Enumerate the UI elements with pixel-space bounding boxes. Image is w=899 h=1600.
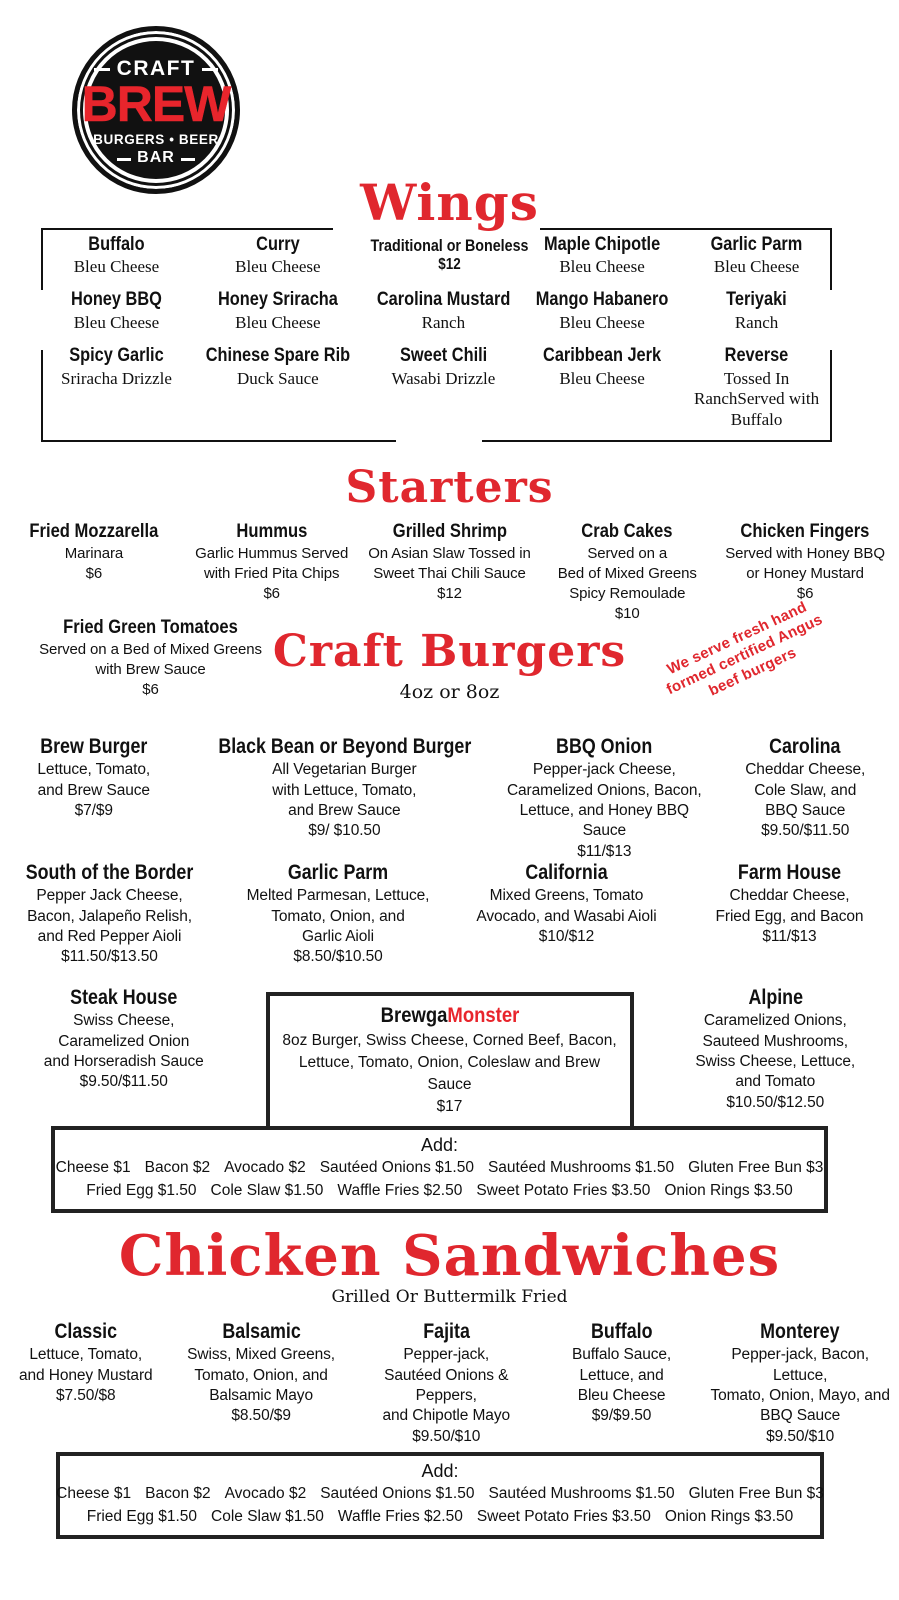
desc-line: $10.50/$12.50 bbox=[726, 1093, 825, 1111]
burger-item bbox=[711, 735, 899, 862]
desc-line: Balsamic Mayo bbox=[209, 1387, 313, 1404]
item-desc bbox=[505, 760, 703, 862]
desc-line: and Brew Sauce bbox=[37, 781, 150, 799]
desc-line: Duck Sauce bbox=[237, 368, 319, 388]
add-on-item: Sautéed Mushrooms $1.50 bbox=[487, 1159, 675, 1177]
desc-line: Tossed In Ranch bbox=[693, 368, 790, 409]
desc-line: Wasabi Drizzle bbox=[391, 368, 496, 388]
add-on-item: Cole Slaw $1.50 bbox=[210, 1181, 324, 1199]
desc-line: Swiss Cheese, Lettuce, bbox=[695, 1053, 856, 1070]
burger-item bbox=[0, 861, 219, 968]
item-name: Monterey bbox=[760, 1320, 840, 1343]
item-desc bbox=[43, 313, 190, 334]
desc-line: Cheddar Cheese, bbox=[745, 761, 866, 779]
angus-beef-stamp: We serve fresh hand formed certified Angus beef burgers bbox=[663, 598, 826, 700]
add-ons-line-2 bbox=[55, 1180, 824, 1202]
desc-line: Sautéed Onions & Peppers, bbox=[384, 1366, 509, 1404]
add-on-item: Cole Slaw $1.50 bbox=[211, 1507, 324, 1525]
item-desc bbox=[656, 1011, 896, 1113]
desc-line: Bleu Cheese bbox=[235, 312, 321, 332]
desc-line: Bleu Cheese bbox=[559, 368, 645, 388]
item-desc bbox=[709, 1345, 891, 1447]
desc-line: Swiss Cheese, bbox=[73, 1012, 175, 1030]
item-name: Fajita bbox=[422, 1320, 470, 1343]
item-desc bbox=[194, 313, 362, 334]
item-desc bbox=[227, 886, 449, 968]
add-ons-line-1 bbox=[55, 1157, 824, 1179]
desc-line: with Brew Sauce bbox=[95, 661, 206, 679]
wings-section-title: Wings bbox=[360, 173, 539, 232]
item-desc bbox=[461, 886, 672, 947]
item-name: Chinese Spare Rib bbox=[205, 345, 351, 367]
item-desc bbox=[4, 1011, 244, 1093]
desc-line: $7.50/$8 bbox=[55, 1387, 116, 1404]
burger-item bbox=[457, 861, 676, 968]
add-on-item: Bacon $2 bbox=[144, 1159, 211, 1177]
item-desc bbox=[4, 760, 184, 821]
desc-line: with Lettuce, Tomato, bbox=[272, 781, 417, 799]
desc-line: Sauteed Mushrooms, bbox=[702, 1032, 849, 1050]
starter-item bbox=[362, 521, 538, 624]
brewga-monster-title bbox=[300, 1004, 599, 1027]
desc-line: Tomato, Onion, and bbox=[271, 907, 405, 925]
chicken-item bbox=[705, 1320, 895, 1447]
add-ons-line-2 bbox=[60, 1506, 820, 1528]
item-name: Honey Sriracha bbox=[217, 289, 338, 311]
desc-line: and Brew Sauce bbox=[288, 802, 401, 819]
item-desc bbox=[683, 369, 830, 431]
desc-line: Lettuce, Tomato, bbox=[29, 1346, 143, 1364]
wings-item bbox=[523, 234, 681, 278]
desc-line: Bleu Cheese bbox=[713, 257, 800, 277]
item-desc bbox=[174, 1345, 349, 1427]
add-on-item: Sautéed Onions $1.50 bbox=[320, 1485, 475, 1503]
item-name: Mango Habanero bbox=[535, 289, 669, 311]
desc-line: $9.50/$10 bbox=[766, 1427, 835, 1445]
item-name: Fried Mozzarella bbox=[29, 520, 159, 542]
desc-line: Sweet Thai Chili Sauce bbox=[373, 565, 526, 583]
desc-line: $10 bbox=[614, 604, 640, 622]
desc-line: Melted Parmesan, Lettuce, bbox=[246, 887, 430, 905]
desc-line: Caramelized Onions, bbox=[703, 1012, 847, 1030]
item-desc bbox=[543, 544, 711, 623]
chicken-sandwiches-subtitle: Grilled Or Buttermilk Fried bbox=[331, 1287, 568, 1307]
item-name: Garlic Parm bbox=[710, 234, 803, 255]
logo-craft-text: CRAFT bbox=[116, 56, 196, 80]
item-desc bbox=[715, 760, 895, 842]
desc-line: All Vegetarian Burger bbox=[272, 761, 417, 779]
desc-line: BBQ Sauce bbox=[765, 802, 846, 819]
brewga-monster-name-red: Monster bbox=[446, 1004, 519, 1027]
item-desc bbox=[194, 257, 362, 278]
desc-line: Caramelized Onions, Bacon, bbox=[506, 781, 702, 799]
chicken-item bbox=[4, 1320, 168, 1447]
logo-bar-text: BAR bbox=[137, 149, 175, 167]
item-desc bbox=[684, 886, 895, 947]
desc-line: Ranch bbox=[734, 312, 779, 332]
item-name: Balsamic bbox=[221, 1320, 301, 1343]
desc-line: Bleu Cheese bbox=[73, 257, 160, 277]
desc-line: Spicy Remoulade bbox=[569, 585, 686, 603]
burger-alpine bbox=[652, 986, 899, 1132]
burger-item bbox=[192, 735, 498, 862]
desc-line: Tomato, Onion, Mayo, and bbox=[710, 1387, 890, 1404]
add-on-item: Avocado $2 bbox=[224, 1159, 306, 1177]
item-desc bbox=[8, 1345, 164, 1406]
add-on-item: Sweet Potato Fries $3.50 bbox=[476, 1181, 651, 1199]
wings-item bbox=[192, 234, 364, 278]
item-desc bbox=[683, 313, 830, 334]
desc-line: Caramelized Onion bbox=[58, 1032, 190, 1050]
item-desc bbox=[43, 257, 190, 278]
starters-section-title: Starters bbox=[345, 462, 554, 513]
wings-price: $12 bbox=[438, 256, 461, 274]
desc-line: $9/ $10.50 bbox=[308, 822, 381, 840]
brewga-monster-desc bbox=[280, 1030, 620, 1118]
desc-line: Marinara bbox=[64, 545, 124, 563]
desc-line: $6 bbox=[796, 585, 814, 603]
burger-item bbox=[223, 861, 453, 968]
item-name: Buffalo bbox=[88, 234, 145, 255]
desc-line: Tomato, Onion, and bbox=[194, 1366, 328, 1384]
add-on-item: Cheese $1 bbox=[56, 1485, 132, 1503]
craft-brew-bar-logo bbox=[72, 26, 240, 194]
desc-line: Served with Honey BBQ bbox=[725, 545, 885, 563]
desc-line: $6 bbox=[85, 565, 103, 583]
burger-item bbox=[501, 735, 707, 862]
chicken-item bbox=[355, 1320, 538, 1447]
add-on-item: Onion Rings $3.50 bbox=[664, 1181, 793, 1199]
desc-line: or Honey Mustard bbox=[746, 565, 864, 583]
desc-line: $9.50/$10 bbox=[412, 1427, 481, 1445]
desc-line: Pepper-jack, Bacon, Lettuce, bbox=[731, 1346, 869, 1384]
desc-line: Lettuce, Tomato, Onion, Coleslaw and Brew Sauce bbox=[298, 1054, 601, 1094]
desc-line: Cole Slaw, and bbox=[754, 781, 857, 799]
desc-line: Buffalo Sauce, bbox=[571, 1346, 672, 1364]
item-name: Alpine bbox=[747, 986, 803, 1009]
desc-line: Pepper Jack Cheese, bbox=[36, 887, 183, 905]
item-name: Grilled Shrimp bbox=[392, 520, 507, 542]
item-name: Crab Cakes bbox=[581, 520, 673, 542]
wings-item bbox=[681, 345, 832, 431]
item-name: Caribbean Jerk bbox=[543, 345, 662, 367]
desc-line: $11/$13 bbox=[577, 842, 632, 860]
desc-line: Swiss, Mixed Greens, bbox=[187, 1346, 336, 1364]
desc-line: Bacon, Jalapeño Relish, bbox=[27, 907, 192, 925]
desc-line: 8oz Burger, Swiss Cheese, Corned Beef, Bacon, bbox=[282, 1032, 617, 1050]
burger-item bbox=[0, 735, 188, 862]
add-on-item: Sautéed Mushrooms $1.50 bbox=[488, 1485, 675, 1503]
desc-line: Pepper-jack Cheese, bbox=[532, 761, 676, 779]
item-desc bbox=[366, 313, 521, 334]
item-name: South of the Border bbox=[25, 861, 194, 884]
desc-line: $10/$12 bbox=[538, 928, 595, 945]
desc-line: Garlic Aioli bbox=[301, 928, 374, 945]
desc-line: and Honey Mustard bbox=[18, 1366, 153, 1384]
desc-line: Avocado, and Wasabi Aioli bbox=[476, 907, 657, 925]
add-on-item: Waffle Fries $2.50 bbox=[337, 1507, 463, 1525]
item-name: Classic bbox=[54, 1320, 118, 1343]
desc-line: Served on a Bed of Mixed Greens bbox=[39, 641, 262, 659]
item-desc bbox=[544, 1345, 700, 1427]
item-name: Curry bbox=[256, 234, 300, 255]
desc-line: Cheddar Cheese, bbox=[729, 887, 850, 905]
brewga-monster-box bbox=[266, 992, 634, 1132]
craft-burgers-row-3 bbox=[0, 986, 899, 1132]
logo-brew-text: BREW bbox=[81, 75, 231, 132]
desc-line: and Horseradish Sauce bbox=[43, 1053, 204, 1070]
chicken-sandwiches-grid bbox=[4, 1320, 895, 1447]
item-desc bbox=[188, 544, 356, 603]
chicken-item bbox=[170, 1320, 353, 1447]
item-desc bbox=[196, 760, 494, 842]
add-ons-box-chicken bbox=[56, 1452, 824, 1539]
desc-line: On Asian Slaw Tossed in bbox=[368, 545, 531, 563]
desc-line: Mixed Greens, Tomato bbox=[489, 887, 644, 905]
craft-burgers-section-title: Craft Burgers bbox=[272, 626, 627, 677]
desc-line: Pepper-jack, bbox=[403, 1346, 490, 1364]
item-name: Garlic Parm bbox=[287, 861, 389, 884]
desc-line: $9.50/$11.50 bbox=[79, 1073, 168, 1091]
desc-line: Lettuce, and bbox=[579, 1366, 664, 1384]
desc-line: $11.50/$13.50 bbox=[61, 948, 158, 966]
desc-line: Bleu Cheese bbox=[559, 312, 645, 332]
item-name: Carolina bbox=[769, 735, 841, 758]
desc-line: Fried Egg, and Bacon bbox=[715, 907, 864, 925]
craft-burgers-row-2 bbox=[0, 861, 899, 968]
wings-item bbox=[523, 345, 681, 431]
item-name: Maple Chipotle bbox=[543, 234, 661, 255]
wings-item bbox=[192, 289, 364, 333]
add-ons-line-1 bbox=[56, 1483, 824, 1505]
logo-burgers-beer-text: BURGERS • BEER bbox=[93, 131, 219, 147]
starter-item bbox=[184, 521, 360, 624]
item-name: BBQ Onion bbox=[556, 735, 653, 758]
wings-item bbox=[41, 345, 192, 431]
item-desc bbox=[359, 1345, 534, 1447]
item-name: Honey BBQ bbox=[71, 289, 162, 311]
wings-item bbox=[523, 289, 681, 333]
item-desc bbox=[525, 257, 679, 278]
desc-line: with Fried Pita Chips bbox=[203, 565, 340, 583]
starter-item bbox=[539, 521, 715, 624]
desc-line: Ranch bbox=[421, 312, 466, 332]
add-ons-title: Add: bbox=[421, 1461, 459, 1481]
desc-line: Lettuce, and Honey BBQ Sauce bbox=[519, 802, 689, 840]
desc-line: and Tomato bbox=[735, 1073, 816, 1091]
item-name: Steak House bbox=[70, 986, 178, 1009]
wings-box bbox=[41, 228, 832, 442]
add-on-item: Avocado $2 bbox=[224, 1485, 307, 1503]
chicken-item bbox=[540, 1320, 704, 1447]
add-on-item: Gluten Free Bun $3 bbox=[688, 1159, 824, 1177]
add-on-item: Fried Egg $1.50 bbox=[86, 1507, 198, 1525]
desc-line: $6 bbox=[263, 585, 280, 603]
desc-line: $9/$9.50 bbox=[591, 1407, 652, 1425]
item-name: Fried Green Tomatoes bbox=[63, 616, 238, 638]
desc-line: $9.50/$11.50 bbox=[761, 822, 850, 840]
wings-item bbox=[192, 345, 364, 431]
item-desc bbox=[721, 544, 889, 603]
chicken-sandwiches-section-title: Chicken Sandwiches bbox=[118, 1223, 781, 1289]
desc-line: Served on a bbox=[587, 545, 668, 563]
desc-line: $7/$9 bbox=[74, 802, 113, 819]
starter-item bbox=[6, 521, 182, 624]
wings-spacer bbox=[364, 234, 523, 278]
item-name: Teriyaki bbox=[726, 289, 787, 311]
add-on-item: Cheese $1 bbox=[55, 1159, 131, 1177]
desc-line: and Red Pepper Aioli bbox=[37, 928, 182, 945]
item-desc bbox=[4, 886, 215, 968]
add-on-item: Sautéed Onions $1.50 bbox=[319, 1159, 474, 1177]
desc-line: $8.50/$10.50 bbox=[293, 948, 383, 966]
add-on-item: Gluten Free Bun $3 bbox=[688, 1485, 824, 1503]
brewga-monster-name-black: Brewga bbox=[380, 1004, 447, 1027]
add-ons-box-burgers bbox=[51, 1126, 828, 1213]
desc-line: $12 bbox=[437, 585, 462, 603]
starters-item-grid bbox=[6, 521, 893, 624]
add-on-item: Onion Rings $3.50 bbox=[664, 1507, 794, 1525]
brewga-monster-container bbox=[252, 986, 648, 1132]
wings-item bbox=[364, 289, 523, 333]
item-name: Black Bean or Beyond Burger bbox=[217, 735, 471, 758]
burger-steak-house bbox=[0, 986, 248, 1132]
add-on-item: Waffle Fries $2.50 bbox=[337, 1181, 463, 1199]
desc-line: and Chipotle Mayo bbox=[382, 1407, 510, 1425]
wings-item bbox=[681, 234, 832, 278]
desc-line: $6 bbox=[142, 681, 159, 699]
desc-line: Lettuce, Tomato, bbox=[37, 761, 151, 779]
item-name: Hummus bbox=[236, 520, 308, 542]
item-name: California bbox=[525, 861, 608, 884]
item-desc bbox=[43, 369, 190, 390]
item-name: Reverse bbox=[724, 345, 789, 367]
add-ons-title: Add: bbox=[420, 1135, 459, 1155]
wings-item bbox=[41, 289, 192, 333]
item-name: Carolina Mustard bbox=[376, 289, 511, 311]
desc-line: Sriracha Drizzle bbox=[60, 368, 172, 388]
burger-item bbox=[680, 861, 899, 968]
wings-item bbox=[41, 234, 192, 278]
item-desc bbox=[683, 257, 830, 278]
item-desc bbox=[194, 369, 362, 390]
desc-line: Bleu Cheese bbox=[577, 1387, 666, 1404]
add-on-item: Bacon $2 bbox=[145, 1485, 211, 1503]
desc-line: Bed of Mixed Greens bbox=[557, 565, 697, 583]
item-desc bbox=[525, 369, 679, 390]
item-name: Buffalo bbox=[590, 1320, 653, 1343]
item-desc bbox=[366, 369, 521, 390]
desc-line: Garlic Hummus Served bbox=[195, 545, 349, 563]
item-name: Sweet Chili bbox=[399, 345, 487, 367]
desc-line: Bleu Cheese bbox=[235, 257, 321, 277]
item-desc bbox=[10, 544, 178, 584]
item-name: Farm House bbox=[737, 861, 842, 884]
item-name: Chicken Fingers bbox=[740, 520, 870, 542]
desc-line: $11/$13 bbox=[762, 928, 817, 945]
desc-line: Bleu Cheese bbox=[559, 257, 645, 277]
desc-line: $8.50/$9 bbox=[231, 1407, 291, 1425]
add-on-item: Fried Egg $1.50 bbox=[86, 1181, 197, 1199]
item-desc bbox=[366, 544, 534, 603]
wings-item bbox=[364, 345, 523, 431]
craft-burgers-subtitle: 4oz or 8oz bbox=[399, 681, 500, 703]
desc-line: Bleu Cheese bbox=[73, 312, 160, 332]
craft-burgers-row-1 bbox=[0, 735, 899, 862]
item-desc bbox=[525, 313, 679, 334]
add-on-item: Sweet Potato Fries $3.50 bbox=[476, 1507, 651, 1525]
desc-line: Served with Buffalo bbox=[730, 389, 820, 430]
item-name: Spicy Garlic bbox=[69, 345, 164, 367]
wings-subtitle-text: Traditional or Boneless bbox=[370, 236, 529, 255]
wings-item bbox=[681, 289, 832, 333]
wings-item-grid bbox=[41, 228, 832, 442]
desc-line: BBQ Sauce bbox=[760, 1407, 841, 1425]
item-name: Brew Burger bbox=[40, 735, 148, 758]
desc-line: $17 bbox=[436, 1098, 463, 1116]
